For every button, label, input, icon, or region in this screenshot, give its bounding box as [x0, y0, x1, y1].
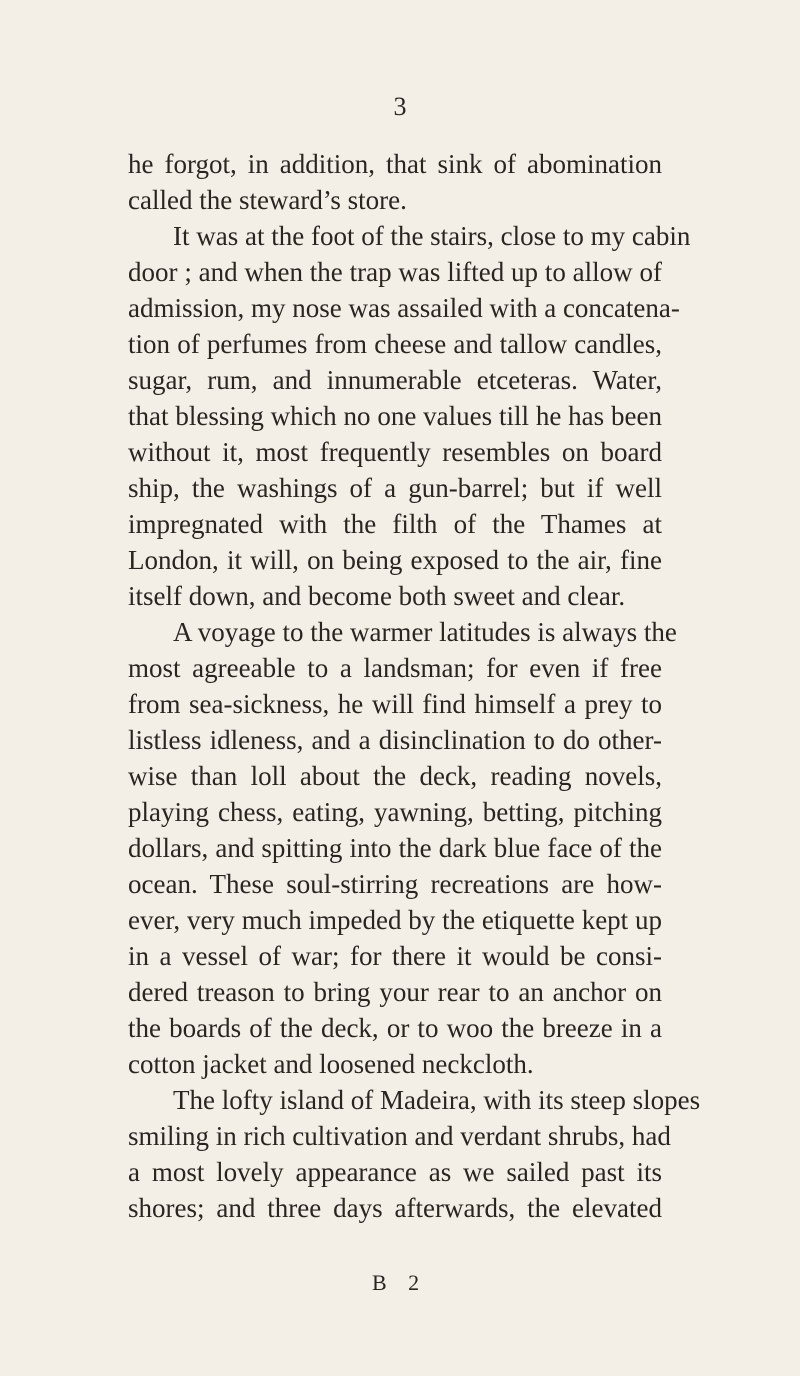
text-line: ocean. These soul-stirring recreations are how- [128, 869, 662, 899]
text-line: dollars, and spitting into the dark blue face of the [128, 833, 662, 863]
text-line: ship, the washings of a gun-barrel; but if well [128, 473, 662, 503]
text-line: A voyage to the warmer latitudes is always the [173, 617, 677, 647]
signature-mark: B 2 [372, 1270, 428, 1295]
text-line: called the steward’s store. [128, 185, 407, 215]
text-line: wise than loll about the deck, reading novels, [128, 761, 662, 791]
text-line: without it, most frequently resembles on board [128, 437, 662, 467]
text-line: playing chess, eating, yawning, betting, pitching [128, 797, 662, 827]
text-line: dered treason to bring your rear to an anchor on [128, 977, 662, 1007]
text-line: impregnated with the filth of the Thames at [128, 509, 662, 539]
text-line: door ; and when the trap was lifted up to allow of [128, 257, 662, 287]
text-line: the boards of the deck, or to woo the breeze in a [128, 1013, 662, 1043]
text-line: from sea-sickness, he will find himself a prey to [128, 689, 662, 719]
text-line: in a vessel of war; for there it would be consi- [128, 941, 662, 971]
text-line: he forgot, in addition, that sink of abomination [128, 149, 662, 179]
text-line: It was at the foot of the stairs, close to my cabin [173, 221, 691, 251]
text-line: itself down, and become both sweet and clear. [128, 581, 626, 611]
text-line: most agreeable to a landsman; for even if free [128, 653, 662, 683]
text-line: admission, my nose was assailed with a concatena- [128, 293, 680, 323]
text-line: tion of perfumes from cheese and tallow candles, [128, 329, 662, 359]
text-line: cotton jacket and loosened neckcloth. [128, 1049, 534, 1079]
text-line: smiling in rich cultivation and verdant shrubs, had [128, 1121, 671, 1151]
text-line: that blessing which no one values till he has been [128, 401, 662, 431]
body-text [128, 146, 701, 1226]
text-line: a most lovely appearance as we sailed past its [128, 1157, 662, 1187]
text-line: listless idleness, and a disinclination to do other- [128, 725, 662, 755]
text-line: ever, very much impeded by the etiquette kept up [128, 905, 662, 935]
text-line: London, it will, on being exposed to the air, fine [128, 545, 662, 575]
text-line: shores; and three days afterwards, the elevated [128, 1193, 662, 1223]
text-line: The lofty island of Madeira, with its steep slopes [173, 1085, 701, 1115]
text-line: sugar, rum, and innumerable etceteras. Water, [128, 365, 662, 395]
page-number: 3 [393, 92, 407, 121]
